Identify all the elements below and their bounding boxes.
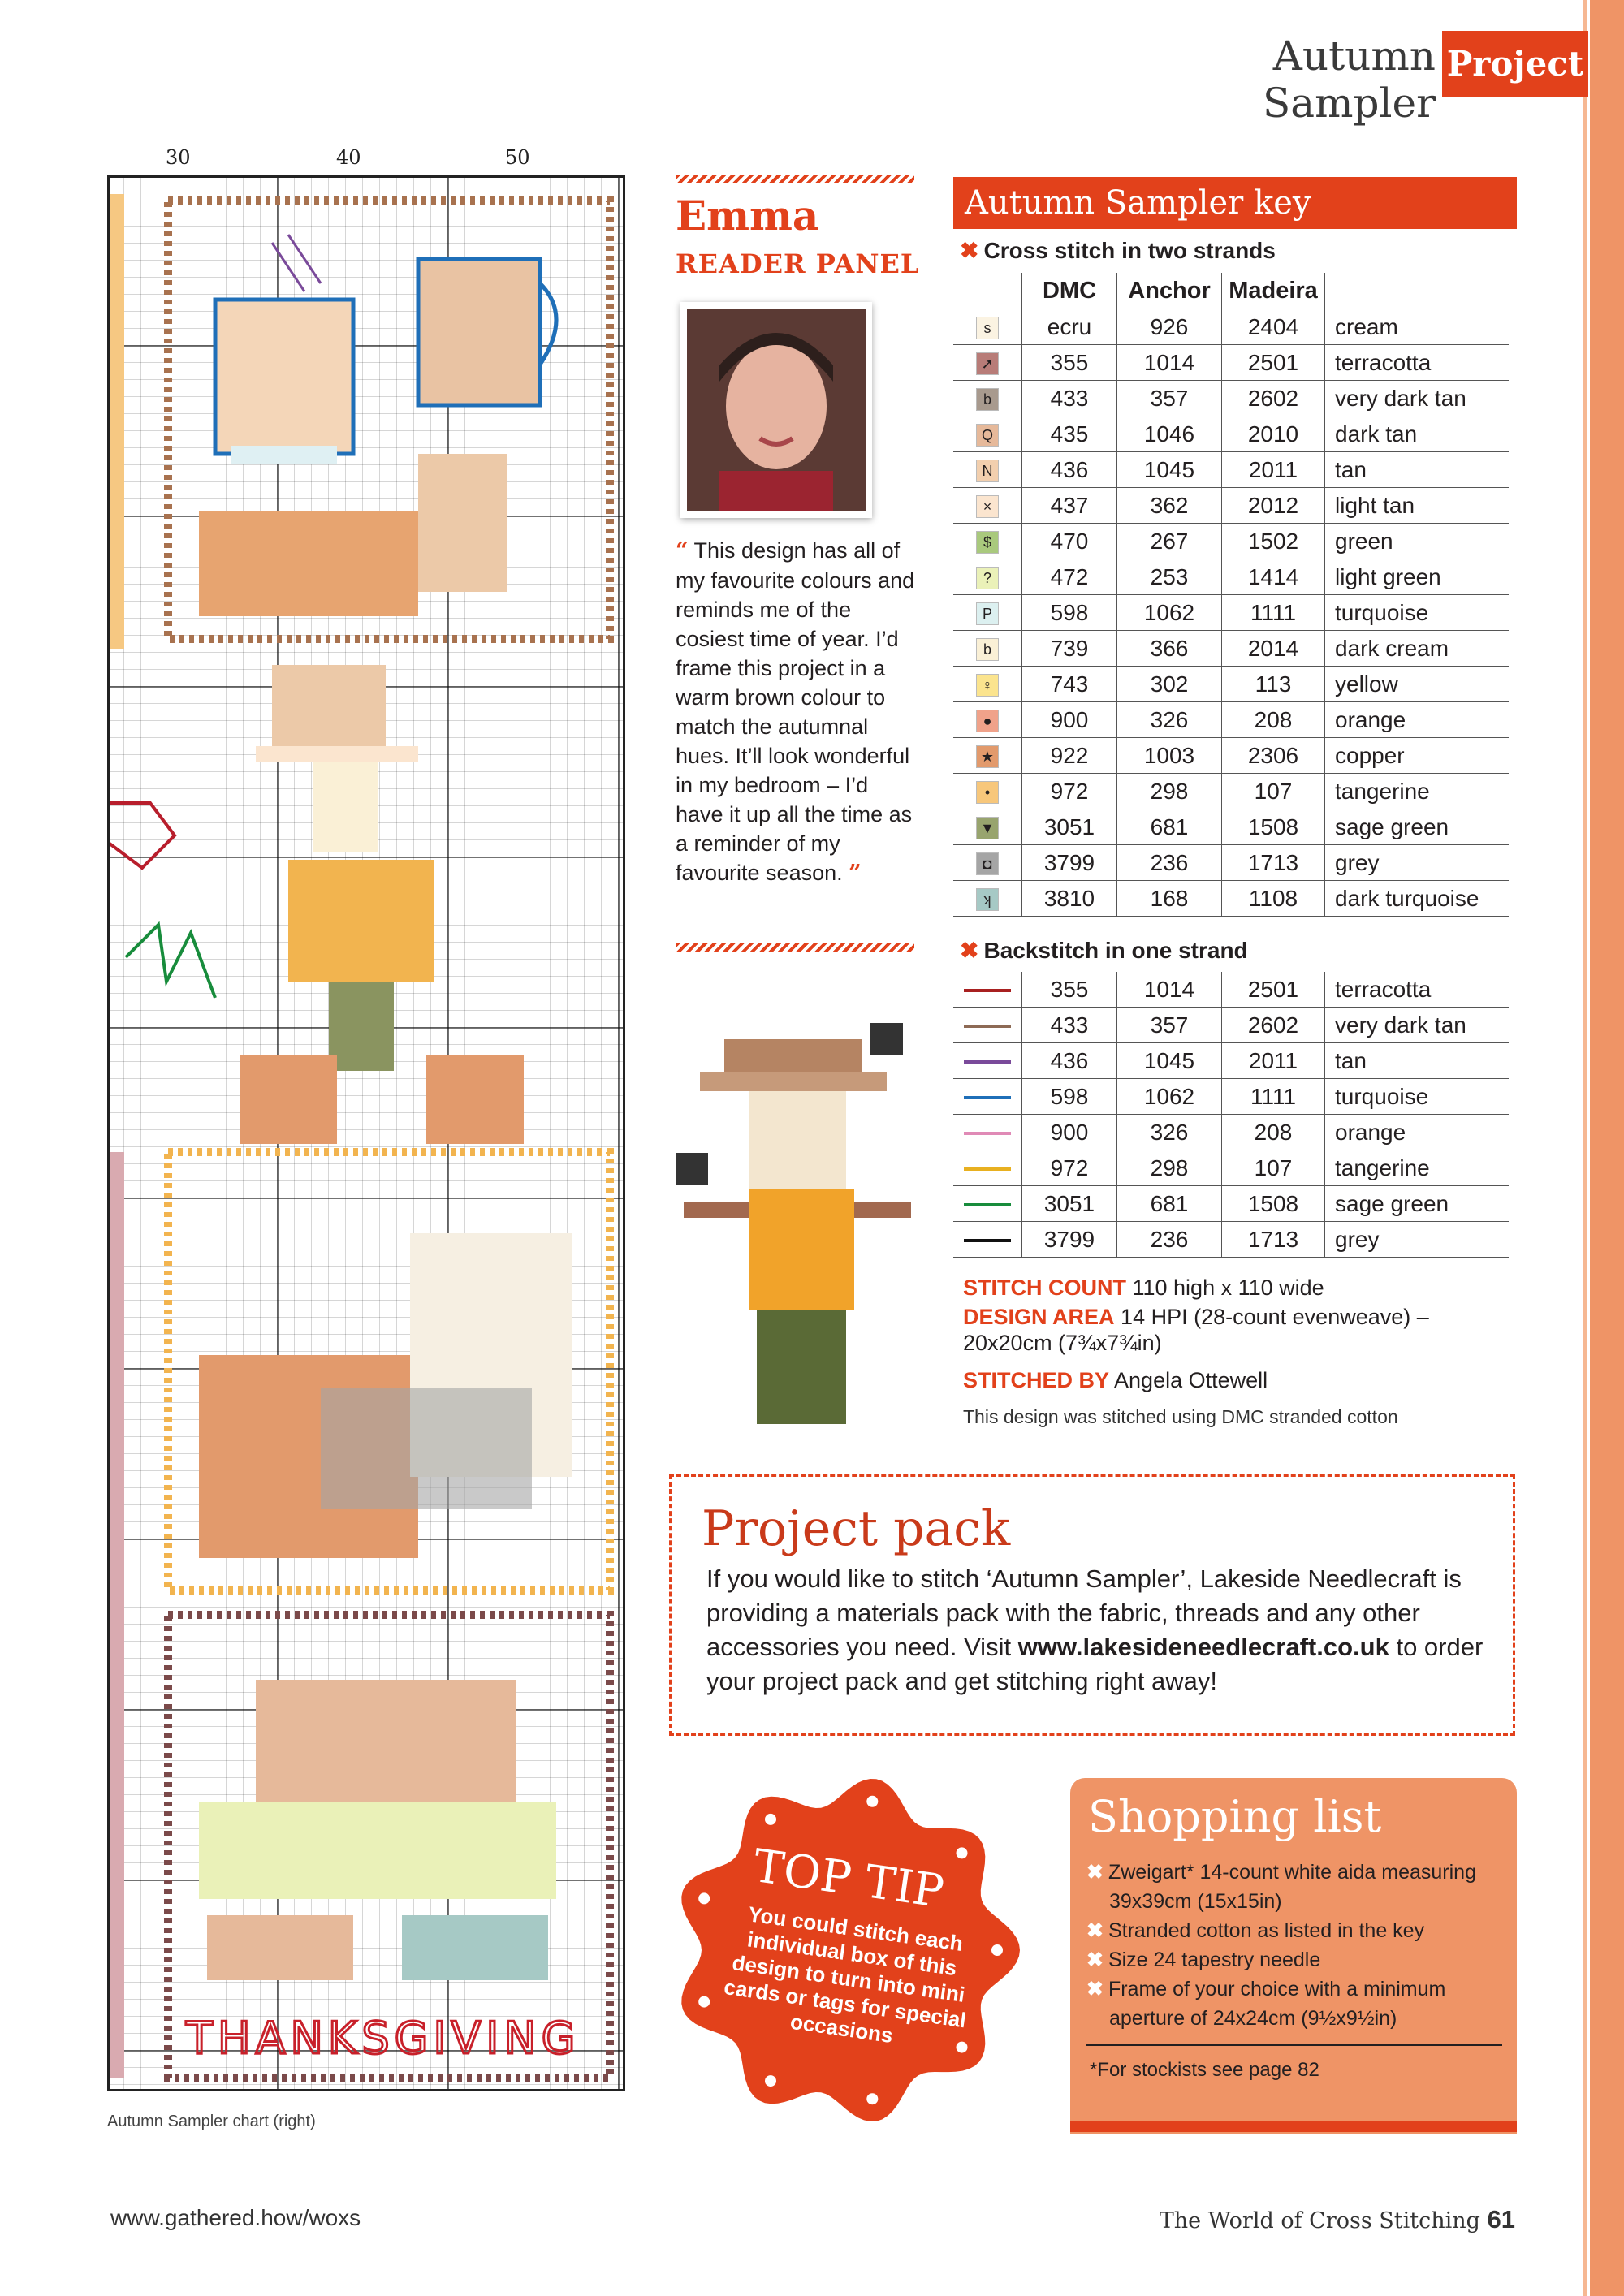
cross-bullet-icon: ✖ xyxy=(1086,1919,1104,1942)
thread-symbol-icon: Q xyxy=(976,424,999,447)
pumpkin-right xyxy=(426,1055,524,1144)
key-row-cream: s ecru 926 2404 cream xyxy=(953,309,1509,345)
key-row-very-dark-tan: b 433 357 2602 very dark tan xyxy=(953,381,1509,416)
thread-symbol-icon: $ xyxy=(976,531,999,554)
stitch-count: STITCH COUNT 110 high x 110 wide xyxy=(963,1275,1324,1300)
axis-label-30: 30 xyxy=(166,146,191,169)
cross-bullet-icon: ✖ xyxy=(1086,1949,1104,1971)
cross-stitch-key-table xyxy=(953,273,1509,917)
backstitch-row-sage-green: 3051 681 1508 sage green xyxy=(953,1186,1509,1222)
backstitch-line-icon xyxy=(964,1203,1011,1206)
cup-right xyxy=(402,1915,548,1980)
top-tip-text: You could stitch each individual box of this design to turn into mini cards or tags for special occasions xyxy=(722,1901,968,2048)
key-row-dark-tan: Q 435 1046 2010 dark tan xyxy=(953,416,1509,452)
axis-label-50: 50 xyxy=(505,146,530,169)
tip-dot xyxy=(866,2093,878,2104)
chart-motifs xyxy=(110,178,623,2089)
cross-stitch-heading: ✖ Cross stitch in two strands xyxy=(960,238,1276,263)
pumpkin-left xyxy=(240,1055,337,1144)
key-row-tangerine: • 972 298 107 tangerine xyxy=(953,774,1509,809)
thread-symbol-icon: P xyxy=(976,602,999,625)
backstitch-row-grey: 3799 236 1713 grey xyxy=(953,1222,1509,1258)
thread-symbol-icon: ★ xyxy=(976,745,999,768)
thread-symbol-icon: ◘ xyxy=(976,852,999,875)
tip-dot xyxy=(957,1847,968,1858)
project-pack-text: If you would like to stitch ‘Autumn Sampler’, Lakeside Needlecraft is providing a materials pack with the fabric, threads and any other accessories you need. Visit www.lakesideneedlecraft.co.uk to order your project pack and get stitching right away! xyxy=(706,1564,1484,1695)
backstitch-row-orange: 900 326 208 orange xyxy=(953,1115,1509,1150)
cross-icon: ✖ xyxy=(960,938,979,963)
page-section-title: Autumn Sampler xyxy=(1263,32,1436,127)
top-tip-title: TOP TIP xyxy=(749,1839,948,1919)
shopping-list-bar xyxy=(1070,2121,1517,2132)
reader-panel-rule-top xyxy=(676,175,914,183)
chart-left-border-terracotta xyxy=(110,1152,124,2078)
open-quote-mark: “ xyxy=(676,538,689,563)
edge-strip xyxy=(1590,0,1624,2296)
thread-symbol-icon: b xyxy=(976,638,999,661)
stitched-by: STITCHED BY Angela Ottewell xyxy=(963,1368,1268,1392)
thread-note: This design was stitched using DMC stranded cotton xyxy=(963,1406,1398,1427)
tip-dot xyxy=(765,1814,776,1825)
reader-photo xyxy=(680,302,872,518)
stitched-scarecrow-photo xyxy=(667,1015,927,1437)
mug-right-handle xyxy=(540,283,556,365)
tip-dot xyxy=(698,1892,710,1904)
scarecrow-legs xyxy=(329,982,394,1071)
key-row-turquoise: P 598 1062 1111 turquoise xyxy=(953,595,1509,631)
tip-dot xyxy=(765,2075,776,2087)
cake-band xyxy=(199,1802,556,1899)
thread-symbol-icon: N xyxy=(976,460,999,482)
cross-stitch-chart xyxy=(107,175,625,2091)
thanksgiving-motif: THANKSGIVING xyxy=(186,2013,581,2064)
project-pack-title: Project pack xyxy=(702,1500,1011,1557)
shopping-list-title: Shopping list xyxy=(1088,1791,1382,1842)
thread-symbol-icon: ● xyxy=(976,710,999,732)
key-row-orange: ● 900 326 208 orange xyxy=(953,702,1509,738)
key-row-sage-green: ▼ 3051 681 1508 sage green xyxy=(953,809,1509,845)
backstitch-row-very-dark-tan: 433 357 2602 very dark tan xyxy=(953,1008,1509,1043)
design-area: DESIGN AREA 14 HPI (28-count evenweave) – 20x20cm (7¾x7¾in) xyxy=(963,1305,1429,1355)
footer-url[interactable]: www.gathered.how/woxs xyxy=(110,2205,361,2230)
shopping-item: ✖ Size 24 tapestry needle xyxy=(1086,1949,1321,1971)
thread-symbol-icon: s xyxy=(976,317,999,339)
backstitch-line-icon xyxy=(964,989,1011,992)
thread-symbol-icon: ➚ xyxy=(976,352,999,375)
key-row-terracotta: ➚ 355 1014 2501 terracotta xyxy=(953,345,1509,381)
pie-slice xyxy=(199,511,418,616)
shopping-footnote: *For stockists see page 82 xyxy=(1090,2059,1320,2081)
backstitch-line-icon xyxy=(964,1096,1011,1099)
col-madeira: Madeira xyxy=(1222,273,1325,309)
close-quote-mark: ” xyxy=(849,861,862,886)
thread-symbol-icon: ? xyxy=(976,567,999,589)
project-pack-link[interactable]: www.lakesideneedlecraft.co.uk xyxy=(1017,1633,1389,1661)
cake-top xyxy=(256,1680,516,1802)
scarecrow-brim xyxy=(256,746,418,762)
key-row-light-tan: × 437 362 2012 light tan xyxy=(953,488,1509,524)
teapot-shade xyxy=(321,1388,532,1509)
thread-symbol-icon: × xyxy=(976,495,999,518)
cross-bullet-icon: ✖ xyxy=(1086,1978,1104,2000)
backstitch-line-icon xyxy=(964,1060,1011,1064)
edge-line xyxy=(1583,0,1587,2296)
shopping-item: ✖ Zweigart* 14-count white aida measuring 39x39cm (15x15in) xyxy=(1086,1861,1476,1913)
key-row-light-green: ? 472 253 1414 light green xyxy=(953,559,1509,595)
mug-left-base xyxy=(231,446,337,464)
backstitch-line-icon xyxy=(964,1167,1011,1171)
backstitch-row-terracotta: 355 1014 2501 terracotta xyxy=(953,972,1509,1008)
backstitch-heading: ✖ Backstitch in one strand xyxy=(960,938,1248,963)
col-anchor: Anchor xyxy=(1117,273,1222,309)
thread-symbol-icon: ♀ xyxy=(976,674,999,697)
thread-symbol-icon: b xyxy=(976,388,999,411)
cup-left xyxy=(207,1915,353,1980)
reader-quote xyxy=(676,536,919,888)
shopping-list xyxy=(1086,1858,1509,2033)
mug-left xyxy=(215,300,353,454)
key-row-tan: N 436 1045 2011 tan xyxy=(953,452,1509,488)
key-row-copper: ★ 922 1003 2306 copper xyxy=(953,738,1509,774)
scarecrow-hat xyxy=(272,665,386,746)
mug-steam xyxy=(272,235,321,291)
scarecrow-face xyxy=(313,762,378,852)
section-tag: Project xyxy=(1442,31,1588,97)
backstitch-line-icon xyxy=(964,1239,1011,1242)
cross-bullet-icon: ✖ xyxy=(1086,1861,1104,1884)
mug-right xyxy=(418,259,540,405)
shopping-list-rule xyxy=(1086,2044,1502,2046)
axis-label-40: 40 xyxy=(336,146,361,169)
backstitch-line-icon xyxy=(964,1132,1011,1135)
backstitch-line-icon xyxy=(964,1025,1011,1028)
page-number: 61 xyxy=(1487,2205,1515,2233)
chart-caption: Autumn Sampler chart (right) xyxy=(107,2113,316,2130)
cookie xyxy=(418,454,508,592)
key-row-grey: ◘ 3799 236 1713 grey xyxy=(953,845,1509,881)
backstitch-row-turquoise: 598 1062 1111 turquoise xyxy=(953,1079,1509,1115)
shopping-item: ✖ Stranded cotton as listed in the key xyxy=(1086,1919,1425,1942)
backstitch-key-table xyxy=(953,972,1509,1258)
thread-symbol-icon: ▼ xyxy=(976,817,999,839)
col-dmc: DMC xyxy=(1022,273,1117,309)
reader-panel-rule-bottom xyxy=(676,943,914,952)
reader-portrait-image xyxy=(687,309,866,511)
key-row-yellow: ♀ 743 302 113 yellow xyxy=(953,667,1509,702)
cross-icon: ✖ xyxy=(960,238,979,263)
leaf-outline-red xyxy=(110,803,175,868)
backstitch-row-tangerine: 972 298 107 tangerine xyxy=(953,1150,1509,1186)
shopping-item: ✖ Frame of your choice with a minimum aperture of 24x24cm (9½x9½in) xyxy=(1086,1978,1446,2030)
scarecrow-shirt xyxy=(288,860,434,982)
scarecrow-image xyxy=(667,1015,927,1437)
reader-quote-text: This design has all of my favourite colours and reminds me of the cosiest time of year. I’d frame this project in a warm brown colour to match the autumnal hues. It’ll look wonderful in my bedroom – I’d have it up all the time as a reminder of my favourite season. xyxy=(676,538,915,885)
reader-panel-label: READER PANEL xyxy=(676,248,920,279)
backstitch-row-tan: 436 1045 2011 tan xyxy=(953,1043,1509,1079)
leaf-outline-green xyxy=(126,925,215,998)
reader-name: Emma xyxy=(676,192,819,240)
key-title: Autumn Sampler key xyxy=(953,177,1517,229)
tip-dot xyxy=(866,1796,878,1807)
footer-magazine: The World of Cross Stitching 61 xyxy=(1159,2205,1515,2233)
thread-symbol-icon: • xyxy=(976,781,999,804)
key-header-row xyxy=(953,273,1509,309)
key-row-dark-cream: b 739 366 2014 dark cream xyxy=(953,631,1509,667)
key-row-green: $ 470 267 1502 green xyxy=(953,524,1509,559)
chart-left-border-tan xyxy=(110,194,124,649)
thread-symbol-icon: ʞ xyxy=(976,888,999,911)
key-row-dark-turquoise: ʞ 3810 168 1108 dark turquoise xyxy=(953,881,1509,917)
